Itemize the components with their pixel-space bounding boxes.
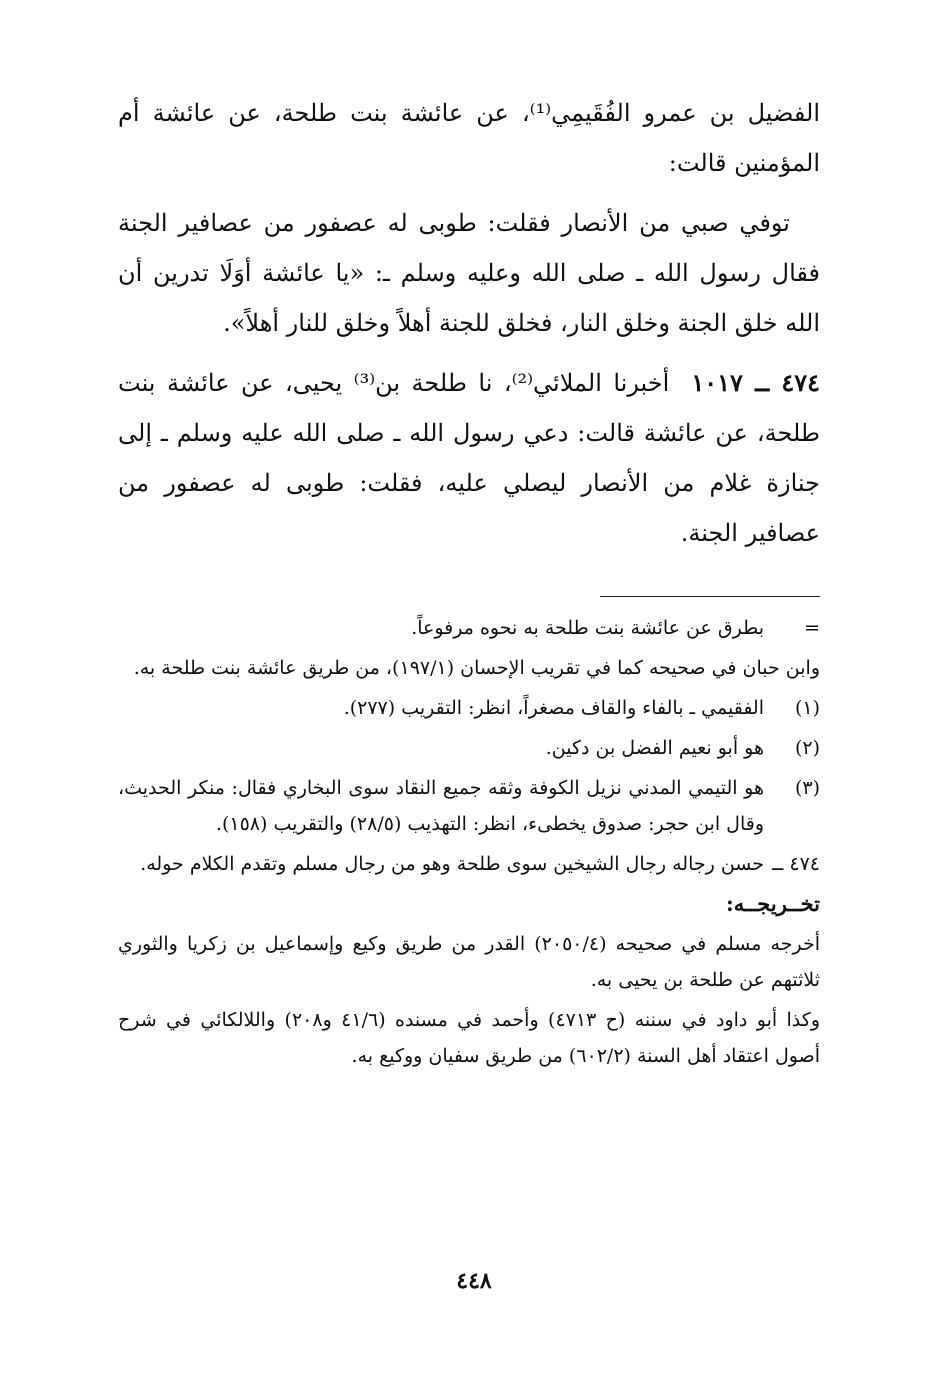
footnote-1 [118, 690, 820, 726]
footnote-continuation [118, 610, 820, 646]
footnote-hadith-474-text: حسن رجاله رجال الشيخين سوى طلحة وهو من رجال مسلم وتقدم الكلام حوله. [140, 853, 764, 875]
takhrij-paragraph-1: أخرجه مسلم في صحيحه (٢٠٥٠/٤) القدر من طريق وكيع وإسماعيل بن زكريا والثوري ثلاثتهم عن طلحة بن يحيى به. [118, 933, 821, 991]
footnote-2 [118, 730, 820, 766]
footnotes [118, 610, 820, 1078]
continuation-text: بطرق عن عائشة بنت طلحة به نحوه مرفوعاً. [411, 617, 764, 639]
paragraph-isnad-continuation: الفضيل بن عمرو الفُقَيمِي⁽¹⁾، عن عائشة بنت طلحة، عن عائشة أم المؤمنين قالت: [118, 99, 820, 177]
takhrij-heading: تخــريجــه: [725, 891, 820, 916]
footnote-1-text: الفقيمي ـ بالفاء والقاف مصغراً، انظر: التقريب (٢٧٧). [343, 697, 764, 719]
takhrij-paragraph-2: وكذا أبو داود في سننه (ح ٤٧١٣) وأحمد في مسنده (٤١/٦ و٢٠٨) واللالكائي في شرح أصول اعتقاد أهل السنة (٦٠٢/٢) من طريق سفيان ووكيع به. [118, 1009, 820, 1067]
hadith-number: ٤٧٤ ــ ١٠١٧ [691, 368, 820, 397]
footnote-continuation-2: وابن حبان في صحيحه كما في تقريب الإحسان (١٩٧/١)، من طريق عائشة بنت طلحة به. [133, 657, 820, 679]
footnote-3-mark: (٣) [794, 777, 820, 799]
hadith-474-text: أخبرنا الملائي⁽²⁾، نا طلحة بن⁽³⁾ يحيى، عن عائشة بنت طلحة، عن عائشة قالت: دعي رسول الله ـ صلى الله عليه وسلم ـ إلى جنازة غلام من الأنصار ليصلي عليه، فقلت: طوبى له عصفور من عصافير الجنة. [118, 369, 820, 547]
footnote-1-mark: (١) [794, 697, 820, 719]
footnote-3 [118, 770, 820, 842]
page-number: ٤٤٨ [456, 1268, 492, 1294]
continuation-mark: = [804, 617, 820, 639]
main-text [118, 88, 820, 568]
footnote-2-text: هو أبو نعيم الفضل بن دكين. [545, 737, 764, 759]
footnote-separator [600, 596, 820, 597]
footnote-hadith-474 [118, 846, 820, 882]
paragraph-hadith-474 [118, 358, 820, 558]
footnote-2-mark: (٢) [794, 737, 820, 759]
paragraph-hadith-text: توفي صبي من الأنصار فقلت: طوبى له عصفور من عصافير الجنة فقال رسول الله ـ صلى الله وعليه وسلم ـ: «يا عائشة أوَلَا تدرين أن الله خلق الجنة وخلق النار، فخلق للجنة أهلاً وخلق للنار أهلاً». [118, 209, 820, 337]
footnote-3-text: هو التيمي المدني نزيل الكوفة وثقه جميع النقاد سوى البخاري فقال: منكر الحديث، وقال ابن حجر: صدوق يخطىء، انظر: التهذيب (٢٨/٥) والتقريب (١٥٨). [118, 777, 764, 835]
footnote-hadith-474-mark: ٤٧٤ ــ [772, 853, 820, 875]
